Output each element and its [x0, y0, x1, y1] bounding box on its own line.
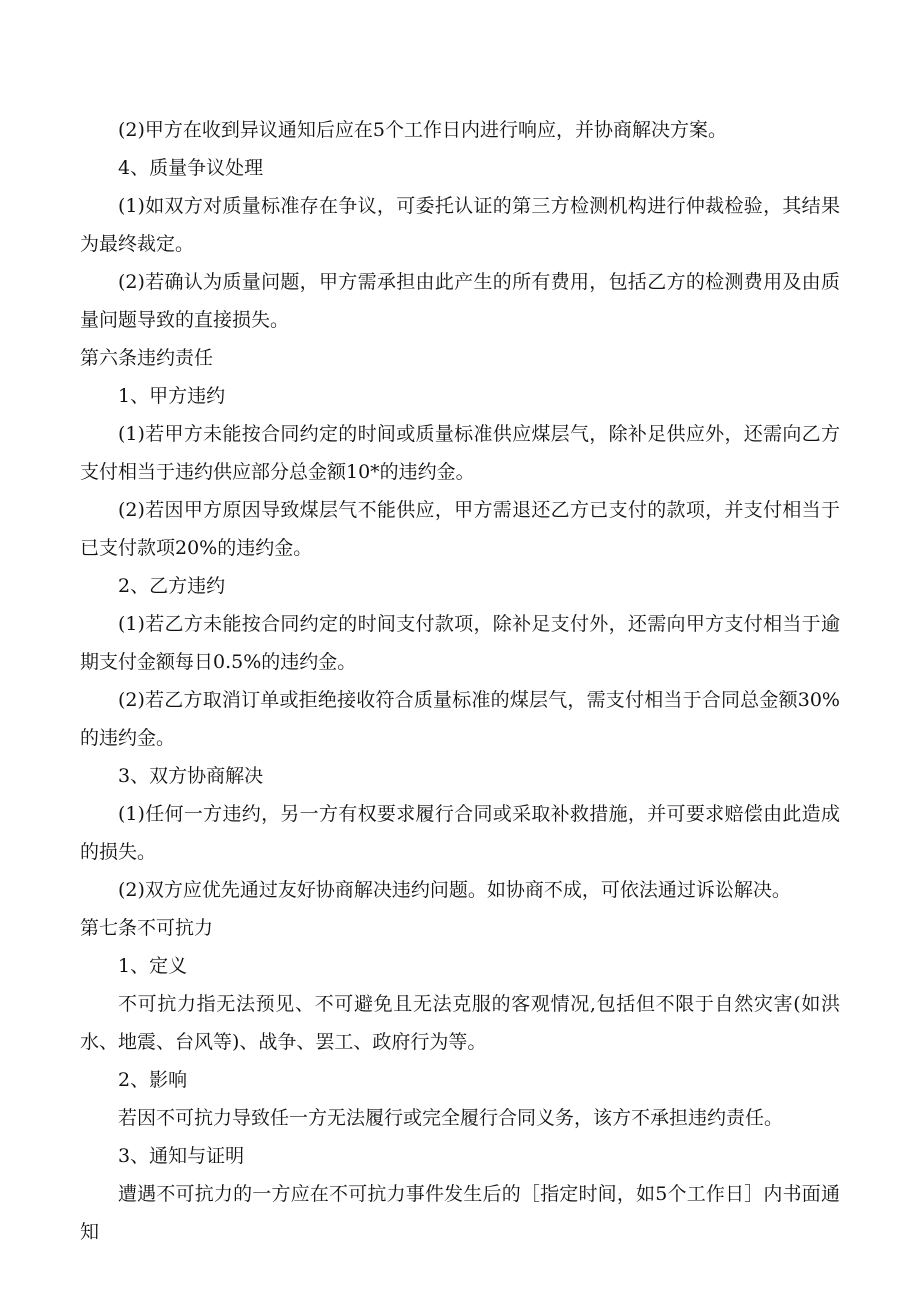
section-heading: 4、质量争议处理 [118, 157, 264, 179]
paragraph: (1)如双方对质量标准存在争议，可委托认证的第三方检测机构进行仲裁检验，其结果为最终裁定。 [80, 195, 840, 255]
paragraph: 若因不可抗力导致任一方无法履行或完全履行合同义务，该方不承担违约责任。 [118, 1107, 784, 1129]
document-body [80, 111, 840, 1251]
paragraph: 遭遇不可抗力的一方应在不可抗力事件发生后的［指定时间，如5个工作日］内书面通知 [80, 1183, 840, 1243]
paragraph: 不可抗力指无法预见、不可避免且无法克服的客观情况,包括但不限于自然灾害(如洪水、地震、台风等)、战争、罢工、政府行为等。 [80, 993, 840, 1053]
paragraph: (2)若因甲方原因导致煤层气不能供应，甲方需退还乙方已支付的款项，并支付相当于已支付款项20%的违约金。 [80, 499, 840, 559]
section-heading: 2、乙方违约 [118, 575, 226, 597]
paragraph: (1)任何一方违约，另一方有权要求履行合同或采取补救措施，并可要求赔偿由此造成的损失。 [80, 803, 840, 863]
paragraph: (1)若甲方未能按合同约定的时间或质量标准供应煤层气，除补足供应外，还需向乙方支付相当于违约供应部分总金额10*的违约金。 [80, 423, 840, 483]
section-heading: 1、甲方违约 [118, 385, 226, 407]
section-heading: 3、双方协商解决 [118, 765, 264, 787]
section-heading: 1、定义 [118, 955, 188, 977]
paragraph: (2)双方应优先通过友好协商解决违约问题。如协商不成，可依法通过诉讼解决。 [118, 879, 791, 901]
paragraph: (2)若乙方取消订单或拒绝接收符合质量标准的煤层气，需支付相当于合同总金额30%的违约金。 [80, 689, 840, 749]
paragraph: (2)甲方在收到异议通知后应在5个工作日内进行响应，并协商解决方案。 [118, 119, 728, 141]
section-heading: 3、通知与证明 [118, 1145, 245, 1167]
paragraph: (1)若乙方未能按合同约定的时间支付款项，除补足支付外，还需向甲方支付相当于逾期支付金额每日0.5%的违约金。 [80, 613, 840, 673]
article-heading: 第六条违约责任 [80, 347, 214, 369]
article-heading: 第七条不可抗力 [80, 917, 214, 939]
section-heading: 2、影响 [118, 1069, 188, 1091]
paragraph: (2)若确认为质量问题，甲方需承担由此产生的所有费用，包括乙方的检测费用及由质量问题导致的直接损失。 [80, 271, 840, 331]
